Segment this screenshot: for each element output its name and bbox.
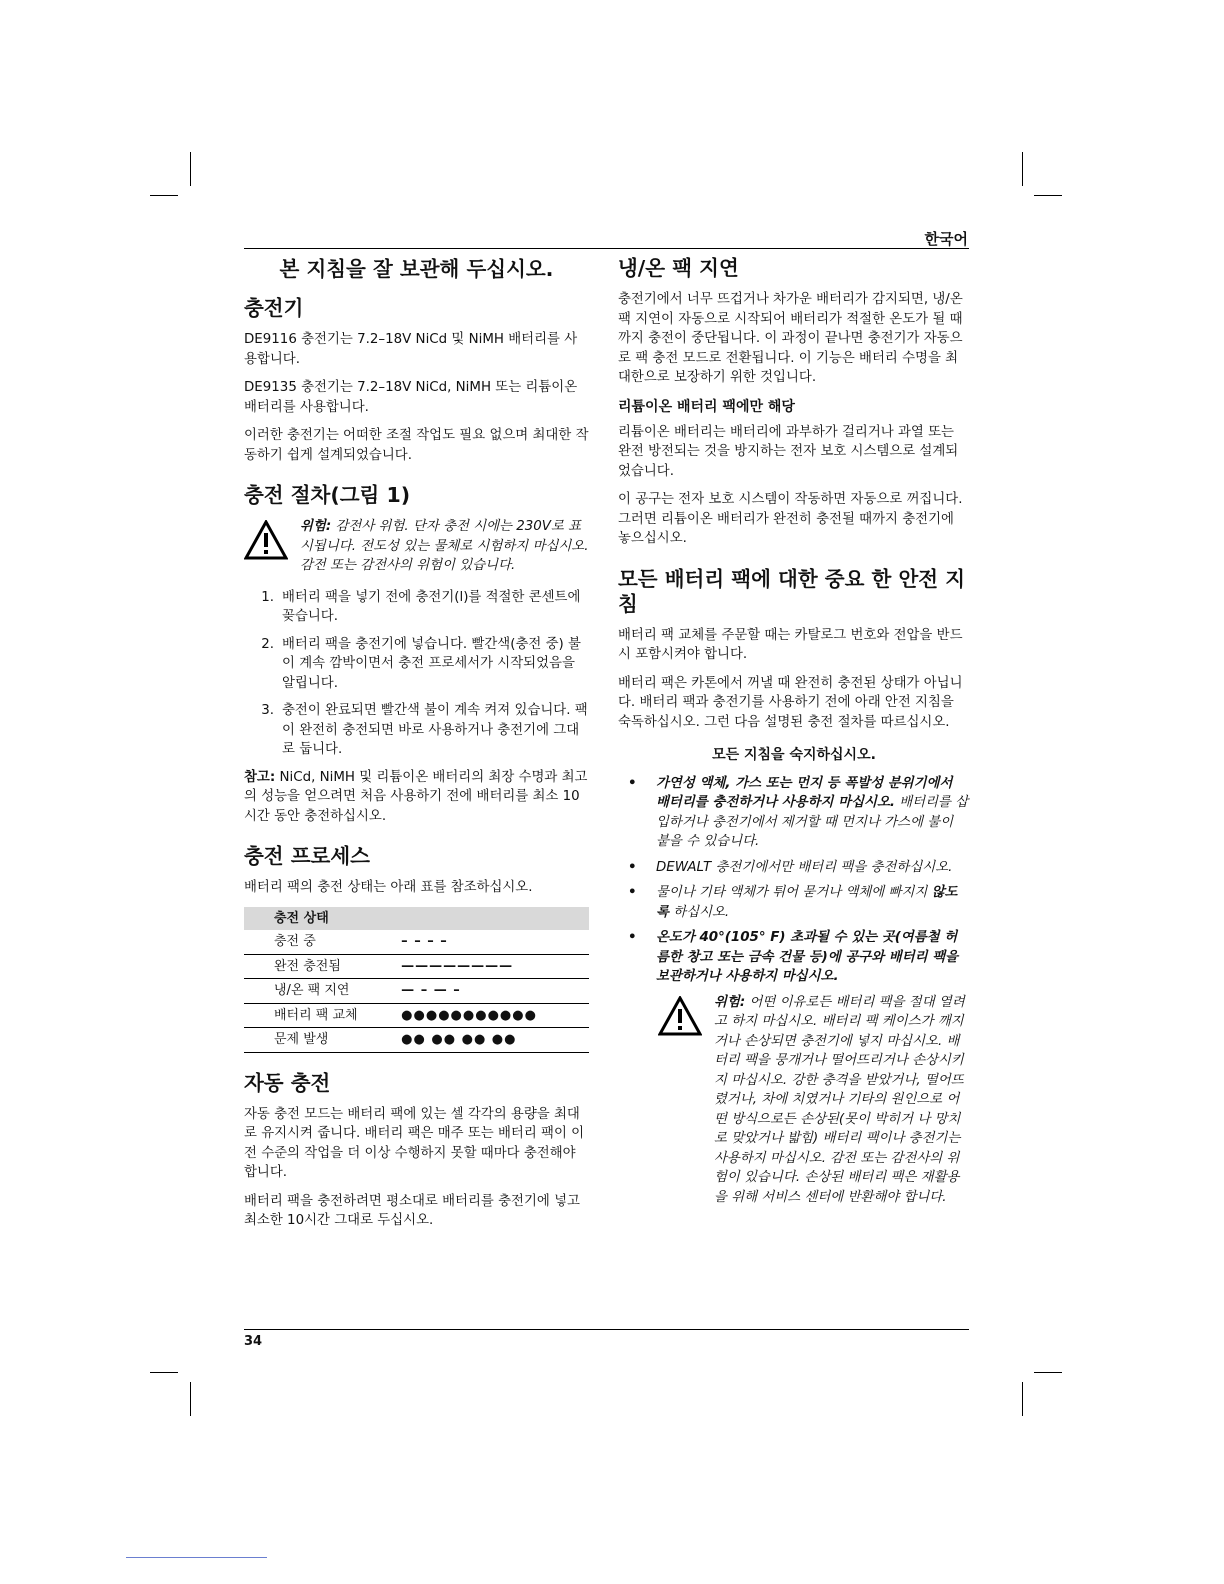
lithium-ion-paragraph: 리튬이온 배터리는 배터리에 과부하가 걸리거나 과열 또는 완전 방전되는 것을 방지하는 전자 보호 시스템으로 설계되었습니다.	[618, 424, 959, 479]
bullet-icon: •	[628, 885, 637, 900]
auto-charge-paragraph: 배터리 팩을 충전하려면 평소대로 배터리를 충전기에 넣고 최소한 10시간 그대로 두십시오.	[244, 1193, 580, 1228]
crop-mark	[1034, 1372, 1062, 1373]
header-rule	[244, 248, 969, 249]
status-label: 배터리 팩 교체	[244, 1003, 401, 1028]
table-row	[244, 979, 589, 1004]
charger-heading: 충전기	[244, 296, 304, 320]
list-item	[618, 928, 970, 987]
lithium-ion-paragraph: 이 공구는 전자 보호 시스템이 작동하면 자동으로 꺼집니다. 그러면 리튬이온 배터리가 완전히 충전될 때까지 충전기에 놓으십시오.	[618, 492, 963, 546]
bullet-text: DEWALT 충전기에서만 배터리 팩을 충전하십시오.	[656, 859, 953, 875]
crop-mark	[190, 152, 191, 186]
crop-mark	[150, 1372, 178, 1373]
crop-mark	[190, 1382, 191, 1416]
status-indicator: ●●●●●●●●●●●	[401, 1003, 589, 1028]
safety-paragraph: 배터리 팩 교체를 주문할 때는 카탈로그 번호와 전압을 반드시 포함시켜야 합니다.	[618, 627, 963, 662]
bullet-text: 배터리를 삽입하거나 충전기에서 제거할 때 먼지나 가스에 불이 붙을 수 있습니다.	[656, 795, 969, 849]
warning-label: 위험:	[714, 994, 746, 1010]
status-indicator: — – — –	[401, 979, 589, 1004]
bullet-icon: •	[628, 775, 637, 791]
danger-warning	[658, 993, 970, 1208]
crop-mark	[1022, 152, 1023, 186]
step-text: 배터리 팩을 넣기 전에 충전기(l)를 적절한 콘센트에 꽂습니다.	[282, 589, 581, 624]
warning-text: 어떤 이유로든 배터리 팩을 절대 열려고 하지 마십시오. 배터리 팩 케이스가 깨지거나 손상되면 충전기에 넣지 마십시오. 배터리 팩을 뭉개거나 떨어뜨리거나 손상시키지 마십시오. 강한 충격을 받았거나, 떨어뜨렸거나, 차에 치였거나 기타의 원인으로 어떤 방식으로든 손상된(못이 박히거 나 망치로 맞았거나 밟힘) 배터리 팩이나 충전기는 사용하지 마십시오. 감전 또는 감전사의 위험이 있습니다. 손상된 배터리 팩은 재활용을 위해 서비스 센터에 반환해야 합니다.	[714, 994, 965, 1205]
step-number: 2.	[261, 636, 274, 652]
step-number: 1.	[261, 589, 274, 605]
procedure-heading: 충전 절차(그림 1)	[244, 483, 411, 507]
list-item	[618, 883, 970, 922]
status-label: 문제 발생	[244, 1028, 401, 1053]
table-header: 충전 상태	[244, 907, 589, 931]
step-text: 충전이 완료되면 빨간색 불이 계속 켜져 있습니다. 팩이 완전히 충전되면 바로 사용하거나 충전기에 그대로 둡니다.	[282, 703, 588, 757]
pack-delay-paragraph: 충전기에서 너무 뜨겁거나 차가운 배터리가 감지되면, 냉/온 팩 지연이 자동으로 시작되어 배터리가 적절한 온도가 될 때까지 충전이 중단됩니다. 이 과정이 끝나면 충전기가 자동으로 팩 충전 모드로 전환됩니다. 이 기능은 배터리 수명을 최대한으로 보장하기 위한 것입니다.	[618, 292, 963, 385]
warning-label: 위험:	[300, 519, 332, 534]
process-heading: 충전 프로세스	[244, 844, 370, 868]
lithium-ion-heading: 리튬이온 배터리 팩에만 해당	[618, 398, 795, 415]
bullet-text: 물이나 기타 액체가 튀어 묻거나 액체에 빠지지	[656, 885, 932, 900]
footer-rule	[244, 1329, 969, 1330]
bullet-bold-text: 가연성 액체, 가스 또는 먼지 등 폭발성 분위기에서 배터리를 충전하거나 사용하지 마십시오.	[656, 775, 953, 810]
list-item	[618, 774, 970, 852]
bottom-link-line	[126, 1557, 267, 1558]
auto-charge-paragraph: 자동 충전 모드는 배터리 팩에 있는 셀 각각의 용량을 최대로 유지시켜 줍니다. 배터리 팩은 매주 또는 배터리 팩이 이전 수준의 작업을 더 이상 수행하지 못할 때마다 충전해야 합니다.	[244, 1106, 585, 1180]
crop-mark	[150, 195, 178, 196]
danger-warning	[244, 517, 589, 576]
list-item	[244, 701, 589, 760]
charger-paragraph: DE9116 충전기는 7.2–18V NiCd 및 NiMH 배터리를 사용합니다.	[244, 332, 578, 367]
table-row	[244, 930, 589, 954]
table-row	[244, 1028, 589, 1053]
table-row	[244, 1003, 589, 1028]
charger-paragraph: DE9135 충전기는 7.2–18V NiCd, NiMH 또는 리튬이온 배터리를 사용합니다.	[244, 380, 578, 415]
step-text: 배터리 팩을 충전기에 넣습니다. 빨간색(충전 중) 불이 계속 깜박이면서 충전 프로세서가 시작되었음을 알립니다.	[282, 636, 581, 691]
bullet-icon: •	[628, 859, 637, 875]
step-number: 3.	[261, 703, 274, 718]
status-indicator: ————————	[401, 954, 589, 979]
procedure-steps	[244, 588, 589, 760]
auto-charge-heading: 자동 충전	[244, 1070, 331, 1095]
note-label: 참고:	[244, 769, 276, 785]
safety-bullets	[618, 774, 970, 987]
read-all-instructions: 모든 지침을 숙지하십시오.	[712, 747, 876, 763]
status-label: 충전 중	[244, 930, 401, 954]
charge-status-table	[244, 907, 589, 1053]
status-indicator: – – – –	[401, 930, 589, 954]
charger-paragraph: 이러한 충전기는 어떠한 조절 작업도 필요 없으며 최대한 작동하기 쉽게 설계되었습니다.	[244, 428, 589, 463]
left-column	[244, 256, 589, 1240]
language-label: 한국어	[924, 230, 968, 248]
bullet-bold-text: 온도가 40°(105° F) 초과될 수 있는 곳(여름철 허름한 창고 또는 금속 건물 등)에 공구와 배터리 팩을 보관하거나 사용하지 마십시오.	[656, 930, 959, 984]
table-row	[244, 954, 589, 979]
note-text: NiCd, NiMH 및 리튬이온 배터리의 최장 수명과 최고의 성능을 얻으려면 처음 사용하기 전에 배터리를 최소 10시간 동안 충전하십시오.	[244, 769, 588, 824]
right-column	[618, 256, 970, 1219]
status-indicator: ●● ●● ●● ●●	[401, 1028, 589, 1053]
bullet-text: 하십시오.	[668, 904, 730, 920]
note-paragraph	[244, 768, 589, 827]
warning-text: 감전사 위험. 단자 충전 시에는 230V로 표시됩니다. 전도성 있는 물체로 시험하지 마십시오. 감전 또는 감전사의 위험이 있습니다.	[300, 519, 589, 573]
bullet-icon: •	[628, 930, 637, 945]
status-label: 완전 충전됨	[244, 954, 401, 979]
status-label: 냉/온 팩 지연	[244, 979, 401, 1004]
safety-heading: 모든 배터리 팩에 대한 중요 한 안전 지침	[618, 566, 966, 616]
warning-triangle-icon	[658, 993, 708, 1208]
pack-delay-heading: 냉/온 팩 지연	[618, 256, 739, 280]
warning-triangle-icon	[244, 517, 294, 576]
list-item	[244, 588, 589, 627]
list-item	[244, 635, 589, 694]
list-item	[618, 858, 970, 878]
bullet-bold-text: 않도록	[656, 885, 958, 920]
process-paragraph: 배터리 팩의 충전 상태는 아래 표를 참조하십시오.	[244, 880, 533, 895]
crop-mark	[1034, 195, 1062, 196]
keep-instructions-title: 본 지침을 잘 보관해 두십시오.	[279, 257, 554, 281]
safety-paragraph: 배터리 팩은 카톤에서 꺼낼 때 완전히 충전된 상태가 아닙니다. 배터리 팩과 충전기를 사용하기 전에 아래 안전 지침을 숙독하십시오. 그런 다음 설명된 충전 절차를 따르십시오.	[618, 675, 963, 730]
crop-mark	[1022, 1382, 1023, 1416]
page-number: 34	[244, 1334, 263, 1349]
